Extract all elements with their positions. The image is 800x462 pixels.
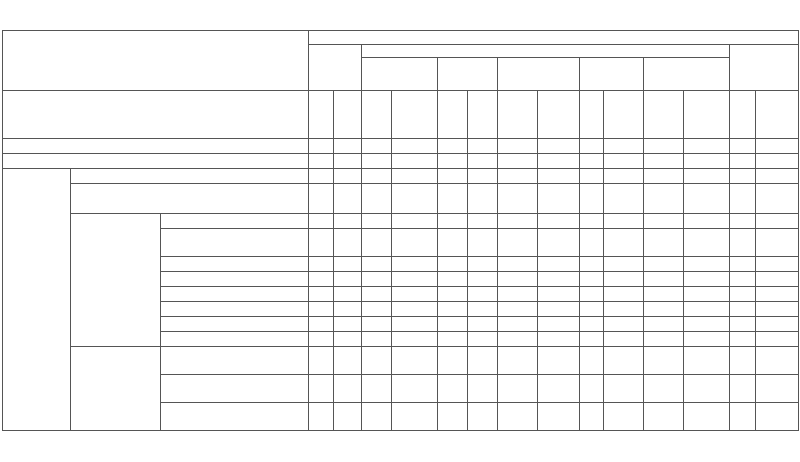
value-cell bbox=[392, 169, 438, 184]
value-cell bbox=[538, 184, 580, 214]
value-cell bbox=[334, 347, 362, 375]
value-cell bbox=[438, 257, 468, 272]
value-cell bbox=[468, 317, 498, 332]
value-cell bbox=[756, 287, 799, 302]
value-cell bbox=[392, 403, 438, 431]
value-cell bbox=[644, 332, 684, 347]
value-cell bbox=[538, 287, 580, 302]
value-cell bbox=[334, 229, 362, 257]
value-cell bbox=[362, 403, 392, 431]
value-cell bbox=[580, 154, 604, 169]
other-header bbox=[644, 58, 730, 91]
value-cell bbox=[580, 332, 604, 347]
summary-table bbox=[2, 30, 799, 431]
value-cell bbox=[438, 287, 468, 302]
value-cell bbox=[362, 169, 392, 184]
value-cell bbox=[498, 229, 538, 257]
row-label-three-security bbox=[161, 257, 309, 272]
value-cell bbox=[498, 317, 538, 332]
value-cell bbox=[309, 332, 334, 347]
value-cell bbox=[730, 139, 756, 154]
value-cell bbox=[392, 229, 438, 257]
value-cell bbox=[392, 139, 438, 154]
row-label-inquiry bbox=[161, 332, 309, 347]
value-cell bbox=[438, 154, 468, 169]
value-cell bbox=[538, 403, 580, 431]
value-cell bbox=[644, 302, 684, 317]
value-cell bbox=[362, 375, 392, 403]
value-cell bbox=[644, 257, 684, 272]
value-cell bbox=[334, 257, 362, 272]
value-cell bbox=[334, 302, 362, 317]
col-city-all-header bbox=[438, 91, 468, 139]
value-cell bbox=[392, 272, 438, 287]
value-cell bbox=[334, 317, 362, 332]
value-cell bbox=[730, 287, 756, 302]
value-cell bbox=[468, 302, 498, 317]
value-cell bbox=[438, 272, 468, 287]
research-header bbox=[438, 58, 498, 91]
value-cell bbox=[580, 403, 604, 431]
value-cell bbox=[730, 332, 756, 347]
commercial-header bbox=[362, 58, 438, 91]
value-cell bbox=[604, 287, 644, 302]
value-cell bbox=[730, 375, 756, 403]
value-cell bbox=[309, 154, 334, 169]
value-cell bbox=[580, 302, 604, 317]
value-cell bbox=[438, 403, 468, 431]
value-cell bbox=[730, 257, 756, 272]
value-cell bbox=[580, 272, 604, 287]
value-cell bbox=[756, 154, 799, 169]
value-cell bbox=[309, 375, 334, 403]
value-cell bbox=[730, 302, 756, 317]
col-city-level-header bbox=[468, 91, 498, 139]
col-city-level-header bbox=[538, 91, 580, 139]
value-cell bbox=[498, 403, 538, 431]
row-label-third-party bbox=[161, 272, 309, 287]
value-cell bbox=[684, 347, 730, 375]
value-cell bbox=[334, 169, 362, 184]
value-cell bbox=[756, 257, 799, 272]
value-cell bbox=[309, 169, 334, 184]
value-cell bbox=[684, 229, 730, 257]
value-cell bbox=[644, 403, 684, 431]
value-cell bbox=[604, 214, 644, 229]
value-cell bbox=[756, 184, 799, 214]
value-cell bbox=[309, 257, 334, 272]
applicant-header bbox=[309, 31, 799, 45]
value-cell bbox=[334, 403, 362, 431]
stat-level-label bbox=[3, 91, 309, 139]
value-cell bbox=[438, 169, 468, 184]
value-cell bbox=[309, 302, 334, 317]
value-cell bbox=[498, 347, 538, 375]
value-cell bbox=[392, 375, 438, 403]
page-title bbox=[0, 0, 800, 30]
value-cell bbox=[756, 317, 799, 332]
value-cell bbox=[498, 375, 538, 403]
value-cell bbox=[756, 272, 799, 287]
value-cell bbox=[580, 139, 604, 154]
value-cell bbox=[756, 169, 799, 184]
value-cell bbox=[438, 184, 468, 214]
value-cell bbox=[730, 169, 756, 184]
value-cell bbox=[580, 184, 604, 214]
value-cell bbox=[309, 214, 334, 229]
row-label-state-secret bbox=[161, 214, 309, 229]
value-cell bbox=[392, 347, 438, 375]
value-cell bbox=[538, 347, 580, 375]
value-cell bbox=[756, 229, 799, 257]
value-cell bbox=[362, 184, 392, 214]
legal-entity-header bbox=[362, 45, 730, 58]
row-label-unclear bbox=[161, 403, 309, 431]
value-cell bbox=[498, 272, 538, 287]
value-cell bbox=[498, 154, 538, 169]
value-cell bbox=[392, 214, 438, 229]
value-cell bbox=[362, 332, 392, 347]
value-cell bbox=[644, 214, 684, 229]
total-header bbox=[730, 45, 799, 91]
value-cell bbox=[538, 332, 580, 347]
value-cell bbox=[684, 272, 730, 287]
row-label-law-prohibited bbox=[161, 229, 309, 257]
value-cell bbox=[538, 272, 580, 287]
value-cell bbox=[362, 302, 392, 317]
value-cell bbox=[468, 347, 498, 375]
row-label-new bbox=[3, 139, 309, 154]
value-cell bbox=[438, 139, 468, 154]
value-cell bbox=[684, 302, 730, 317]
value-cell bbox=[362, 317, 392, 332]
value-cell bbox=[580, 257, 604, 272]
value-cell bbox=[604, 184, 644, 214]
value-cell bbox=[334, 214, 362, 229]
value-cell bbox=[468, 287, 498, 302]
value-cell bbox=[684, 154, 730, 169]
value-cell bbox=[309, 272, 334, 287]
value-cell bbox=[644, 184, 684, 214]
row-label-public bbox=[71, 169, 309, 184]
value-cell bbox=[644, 287, 684, 302]
value-cell bbox=[604, 229, 644, 257]
value-cell bbox=[644, 317, 684, 332]
value-cell bbox=[309, 347, 334, 375]
value-cell bbox=[756, 332, 799, 347]
value-cell bbox=[309, 229, 334, 257]
value-cell bbox=[730, 347, 756, 375]
row-label-internal-affairs bbox=[161, 287, 309, 302]
value-cell bbox=[468, 229, 498, 257]
value-cell bbox=[362, 154, 392, 169]
value-cell bbox=[604, 257, 644, 272]
col-city-all-header bbox=[644, 91, 684, 139]
value-cell bbox=[468, 214, 498, 229]
value-cell bbox=[684, 214, 730, 229]
col-city-all-header bbox=[362, 91, 392, 139]
value-cell bbox=[362, 214, 392, 229]
value-cell bbox=[756, 375, 799, 403]
value-cell bbox=[580, 347, 604, 375]
value-cell bbox=[644, 347, 684, 375]
value-cell bbox=[538, 139, 580, 154]
value-cell bbox=[604, 302, 644, 317]
value-cell bbox=[538, 375, 580, 403]
value-cell bbox=[334, 154, 362, 169]
value-cell bbox=[498, 287, 538, 302]
value-cell bbox=[309, 317, 334, 332]
value-cell bbox=[309, 139, 334, 154]
value-cell bbox=[334, 375, 362, 403]
value-cell bbox=[604, 272, 644, 287]
value-cell bbox=[684, 317, 730, 332]
value-cell bbox=[756, 139, 799, 154]
value-cell bbox=[498, 139, 538, 154]
note-cell bbox=[3, 31, 309, 91]
value-cell bbox=[604, 375, 644, 403]
value-cell bbox=[580, 375, 604, 403]
value-cell bbox=[644, 139, 684, 154]
value-cell bbox=[684, 403, 730, 431]
value-cell bbox=[468, 154, 498, 169]
value-cell bbox=[730, 214, 756, 229]
col-city-level-header bbox=[604, 91, 644, 139]
legal-service-header bbox=[580, 58, 644, 91]
value-cell bbox=[604, 332, 644, 347]
col-city-all-header bbox=[498, 91, 538, 139]
value-cell bbox=[468, 257, 498, 272]
row-label-process-info bbox=[161, 302, 309, 317]
value-cell bbox=[468, 184, 498, 214]
value-cell bbox=[468, 332, 498, 347]
value-cell bbox=[756, 347, 799, 375]
value-cell bbox=[392, 257, 438, 272]
value-cell bbox=[684, 375, 730, 403]
value-cell bbox=[730, 229, 756, 257]
row-label-partial bbox=[71, 184, 309, 214]
value-cell bbox=[684, 332, 730, 347]
public-welfare-header bbox=[498, 58, 580, 91]
value-cell bbox=[498, 184, 538, 214]
value-cell bbox=[468, 169, 498, 184]
value-cell bbox=[334, 287, 362, 302]
value-cell bbox=[392, 287, 438, 302]
value-cell bbox=[538, 154, 580, 169]
value-cell bbox=[468, 403, 498, 431]
value-cell bbox=[538, 169, 580, 184]
col-city-level-header bbox=[684, 91, 730, 139]
value-cell bbox=[538, 214, 580, 229]
value-cell bbox=[538, 317, 580, 332]
col-city-all-header bbox=[309, 91, 334, 139]
col-city-level-header bbox=[392, 91, 438, 139]
col-city-level-header bbox=[756, 91, 799, 139]
value-cell bbox=[438, 317, 468, 332]
row-label-needs-production bbox=[161, 375, 309, 403]
value-cell bbox=[644, 375, 684, 403]
value-cell bbox=[309, 403, 334, 431]
value-cell bbox=[309, 184, 334, 214]
value-cell bbox=[438, 229, 468, 257]
value-cell bbox=[392, 317, 438, 332]
value-cell bbox=[684, 184, 730, 214]
value-cell bbox=[334, 272, 362, 287]
value-cell bbox=[438, 214, 468, 229]
value-cell bbox=[730, 154, 756, 169]
value-cell bbox=[334, 139, 362, 154]
value-cell bbox=[684, 287, 730, 302]
row-label-enforcement bbox=[161, 317, 309, 332]
value-cell bbox=[604, 317, 644, 332]
value-cell bbox=[730, 317, 756, 332]
value-cell bbox=[756, 403, 799, 431]
value-cell bbox=[468, 139, 498, 154]
value-cell bbox=[580, 287, 604, 302]
value-cell bbox=[362, 272, 392, 287]
value-cell bbox=[580, 169, 604, 184]
value-cell bbox=[438, 332, 468, 347]
value-cell bbox=[362, 229, 392, 257]
value-cell bbox=[309, 287, 334, 302]
value-cell bbox=[684, 169, 730, 184]
value-cell bbox=[538, 257, 580, 272]
value-cell bbox=[498, 257, 538, 272]
value-cell bbox=[756, 302, 799, 317]
value-cell bbox=[334, 184, 362, 214]
value-cell bbox=[604, 139, 644, 154]
value-cell bbox=[468, 272, 498, 287]
value-cell bbox=[644, 169, 684, 184]
value-cell bbox=[604, 169, 644, 184]
value-cell bbox=[498, 332, 538, 347]
value-cell bbox=[756, 214, 799, 229]
value-cell bbox=[644, 229, 684, 257]
value-cell bbox=[730, 184, 756, 214]
value-cell bbox=[392, 332, 438, 347]
value-cell bbox=[580, 214, 604, 229]
value-cell bbox=[438, 375, 468, 403]
value-cell bbox=[334, 332, 362, 347]
natural-person-header bbox=[309, 45, 362, 91]
value-cell bbox=[362, 287, 392, 302]
value-cell bbox=[362, 257, 392, 272]
value-cell bbox=[730, 403, 756, 431]
value-cell bbox=[604, 154, 644, 169]
col-city-level-header bbox=[334, 91, 362, 139]
value-cell bbox=[604, 403, 644, 431]
value-cell bbox=[580, 229, 604, 257]
value-cell bbox=[438, 302, 468, 317]
col-city-all-header bbox=[730, 91, 756, 139]
value-cell bbox=[684, 257, 730, 272]
value-cell bbox=[362, 139, 392, 154]
row-label-unable bbox=[71, 347, 161, 431]
row-label-not-held bbox=[161, 347, 309, 375]
value-cell bbox=[362, 347, 392, 375]
value-cell bbox=[498, 214, 538, 229]
value-cell bbox=[604, 347, 644, 375]
row-label-not-public bbox=[71, 214, 161, 347]
value-cell bbox=[392, 154, 438, 169]
value-cell bbox=[644, 272, 684, 287]
value-cell bbox=[644, 154, 684, 169]
value-cell bbox=[498, 169, 538, 184]
row-label-carryover bbox=[3, 154, 309, 169]
value-cell bbox=[468, 375, 498, 403]
value-cell bbox=[438, 347, 468, 375]
value-cell bbox=[392, 184, 438, 214]
value-cell bbox=[392, 302, 438, 317]
value-cell bbox=[538, 229, 580, 257]
value-cell bbox=[580, 317, 604, 332]
value-cell bbox=[538, 302, 580, 317]
value-cell bbox=[498, 302, 538, 317]
col-city-all-header bbox=[580, 91, 604, 139]
value-cell bbox=[730, 272, 756, 287]
value-cell bbox=[684, 139, 730, 154]
row-label-results bbox=[3, 169, 71, 431]
